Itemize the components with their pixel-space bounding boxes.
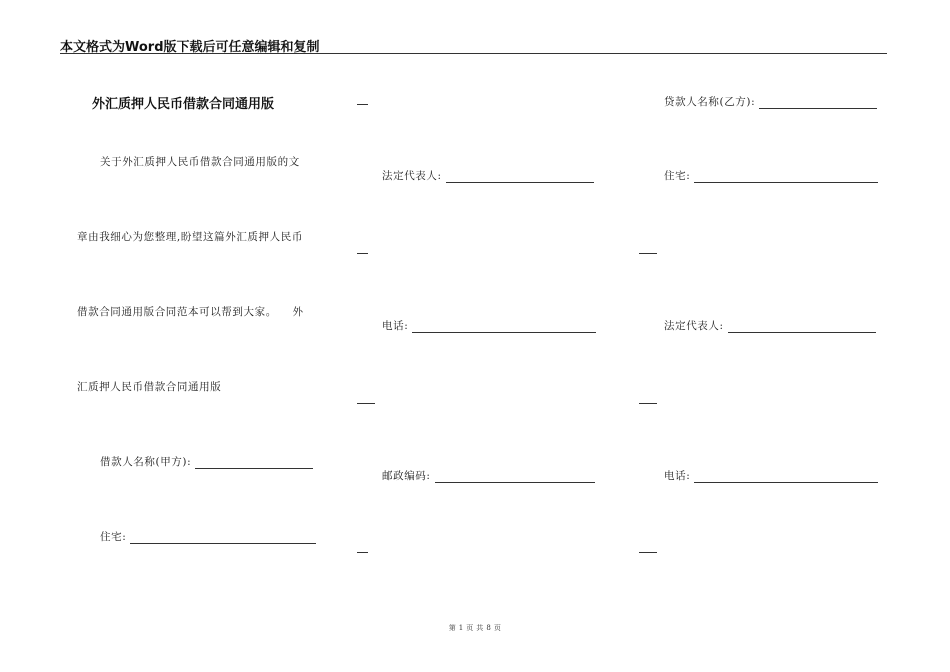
right-dash-3 bbox=[639, 552, 657, 553]
borrower-legal-rep-label: 法定代表人: bbox=[382, 170, 442, 182]
borrower-phone-label: 电话: bbox=[382, 320, 409, 332]
lender-residence-field bbox=[664, 168, 878, 183]
borrower-residence-field bbox=[100, 529, 316, 544]
right-dash-1 bbox=[639, 253, 657, 254]
middle-dash-2 bbox=[357, 253, 368, 254]
document-header: 本文格式为Word版下载后可任意编辑和复制 bbox=[60, 40, 320, 55]
borrower-name-label: 借款人名称(甲方): bbox=[100, 456, 192, 468]
intro-line-2: 章由我细心为您整理,盼望这篇外汇质押人民币 bbox=[77, 231, 303, 243]
intro-line-3: 借款合同通用版合同范本可以帮到大家。 外 bbox=[77, 306, 304, 318]
intro-line-1: 关于外汇质押人民币借款合同通用版的文 bbox=[100, 156, 300, 168]
header-divider bbox=[60, 53, 887, 54]
lender-legal-rep-field bbox=[664, 318, 876, 333]
middle-dash-3 bbox=[357, 403, 375, 404]
lender-name-label: 贷款人名称(乙方): bbox=[664, 96, 756, 108]
borrower-residence-blank bbox=[130, 532, 316, 544]
borrower-legal-rep-field bbox=[382, 168, 594, 183]
lender-residence-label: 住宅: bbox=[664, 170, 691, 182]
right-dash-2 bbox=[639, 403, 657, 404]
lender-phone-field bbox=[664, 468, 878, 483]
borrower-legal-rep-blank bbox=[446, 171, 594, 183]
lender-name-blank bbox=[759, 97, 877, 109]
borrower-postcode-label: 邮政编码: bbox=[382, 470, 431, 482]
borrower-postcode-blank bbox=[435, 471, 595, 483]
borrower-phone-field bbox=[382, 318, 596, 333]
lender-residence-blank bbox=[694, 171, 878, 183]
lender-legal-rep-label: 法定代表人: bbox=[664, 320, 724, 332]
intro-line-4: 汇质押人民币借款合同通用版 bbox=[77, 381, 222, 393]
lender-phone-blank bbox=[694, 471, 878, 483]
page-number: 第 1 页 共 8 页 bbox=[448, 624, 502, 632]
borrower-residence-label: 住宅: bbox=[100, 531, 127, 543]
borrower-name-blank bbox=[195, 457, 313, 469]
borrower-name-field bbox=[100, 454, 313, 469]
document-title: 外汇质押人民币借款合同通用版 bbox=[92, 97, 275, 112]
middle-dash-1 bbox=[357, 104, 368, 105]
lender-legal-rep-blank bbox=[728, 321, 876, 333]
middle-dash-4 bbox=[357, 552, 368, 553]
borrower-postcode-field bbox=[382, 468, 595, 483]
lender-phone-label: 电话: bbox=[664, 470, 691, 482]
lender-name-field bbox=[664, 94, 877, 109]
borrower-phone-blank bbox=[412, 321, 596, 333]
